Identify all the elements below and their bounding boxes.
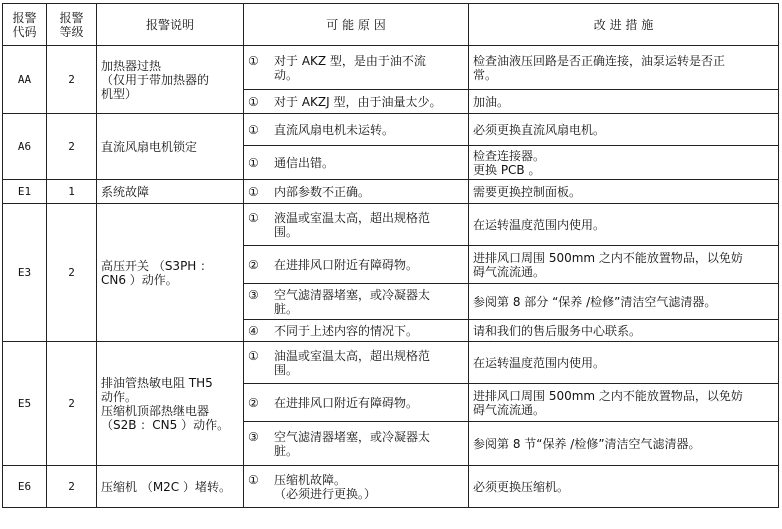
cell-text-line: 排油管热敏电阻 TH5: [101, 375, 213, 390]
table-body: [3, 46, 779, 508]
corrective-action: [469, 180, 779, 204]
possible-cause: [244, 204, 469, 246]
corrective-action: [469, 90, 779, 114]
table-row: [3, 204, 779, 246]
header-desc: 报警说明: [97, 4, 244, 46]
cell-text-line: 空气滤清器堵塞，或冷凝器太: [274, 287, 431, 302]
cell-text-line: 脏。: [274, 443, 299, 458]
cause-content: [248, 473, 464, 501]
corrective-action: [469, 320, 779, 342]
cell-text-line: 围。: [274, 362, 299, 377]
alarm-code: AA: [3, 46, 47, 114]
alarm-level: 2: [47, 204, 97, 342]
alarm-level: 2: [47, 466, 97, 508]
cause-number: ①: [248, 155, 259, 170]
cell-text-line: 碍气流流通。: [473, 264, 546, 279]
alarm-level: 2: [47, 46, 97, 114]
alarm-description: [97, 46, 244, 114]
cause-number: ①: [248, 122, 259, 137]
cell-text-line: CN6 ）动作。: [101, 272, 178, 287]
cause-text: [274, 95, 464, 109]
cell-text-line: 直流风扇电机锁定: [101, 139, 198, 154]
cell-text-line: 脏。: [274, 301, 299, 316]
cause-text: [274, 396, 464, 410]
possible-cause: [244, 180, 469, 204]
cell-text-line: 压缩机顶部热继电器: [101, 403, 210, 418]
cell-text-line: 必须更换压缩机。: [473, 479, 570, 494]
cause-content: [248, 156, 464, 170]
cell-text-line: 常。: [473, 67, 498, 82]
cell-text-line: 液温或室温太高，超出规格范: [274, 210, 431, 225]
alarm-description: [97, 180, 244, 204]
possible-cause: [244, 114, 469, 146]
alarm-table: [2, 3, 779, 508]
possible-cause: [244, 46, 469, 90]
cell-text-line: 进排风口周围 500mm 之内不能放置物品，以免妨: [473, 250, 743, 265]
header-level-line: 报警: [59, 10, 84, 25]
cause-text: [274, 430, 464, 458]
cell-text-line: 在进排风口附近有障碍物。: [274, 257, 419, 272]
cause-content: [248, 54, 464, 82]
cause-text: [274, 211, 464, 239]
corrective-action: [469, 246, 779, 284]
cell-text-line: 请和我们的售后服务中心联系。: [473, 323, 642, 338]
cause-number: ①: [248, 210, 259, 225]
corrective-action: [469, 384, 779, 422]
header-code: [3, 4, 47, 46]
cause-number: ①: [248, 94, 259, 109]
header-row: [3, 4, 779, 46]
cell-text-line: 直流风扇电机未运转。: [274, 122, 395, 137]
cause-text: [274, 349, 464, 377]
table-row: [3, 46, 779, 90]
cell-text-line: 加油。: [473, 94, 510, 109]
cell-text-line: 进排风口周围 500mm 之内不能放置物品，以免妨: [473, 388, 743, 403]
alarm-code: A6: [3, 114, 47, 180]
possible-cause: [244, 246, 469, 284]
alarm-level: 2: [47, 114, 97, 180]
cell-text-line: 检查连接器。: [473, 148, 546, 163]
table-row: [3, 466, 779, 508]
corrective-action: [469, 46, 779, 90]
cause-content: [248, 324, 464, 338]
cell-text-line: 通信出错。: [274, 155, 335, 170]
cause-content: [248, 349, 464, 377]
cell-text-line: 更换 PCB 。: [473, 162, 541, 177]
cell-text-line: 参阅第 8 部分 “保养 /检修”清洁空气滤清器。: [473, 294, 717, 309]
cell-text-line: 不同于上述内容的情况下。: [274, 323, 419, 338]
cause-content: [248, 430, 464, 458]
table-row: [3, 114, 779, 146]
cell-text-line: 机型）: [101, 86, 138, 101]
cell-text-line: 检查油液压回路是否正确连接，油泵运转是否正: [473, 53, 726, 68]
cause-text: [274, 156, 464, 170]
cell-text-line: 压缩机故障。: [274, 472, 347, 487]
corrective-action: [469, 114, 779, 146]
table-row: [3, 180, 779, 204]
possible-cause: [244, 466, 469, 508]
cause-number: ①: [248, 184, 259, 199]
cause-text: [274, 123, 464, 137]
cell-text-line: 在运转温度范围内使用。: [473, 355, 606, 370]
alarm-level: 2: [47, 342, 97, 466]
corrective-action: [469, 146, 779, 180]
alarm-description: [97, 342, 244, 466]
cell-text-line: 必须更换直流风扇电机。: [473, 122, 606, 137]
cause-number: ③: [248, 429, 259, 444]
alarm-level: 1: [47, 180, 97, 204]
alarm-code: E1: [3, 180, 47, 204]
cell-text-line: 内部参数不正确。: [274, 184, 371, 199]
possible-cause: [244, 146, 469, 180]
cause-content: [248, 258, 464, 272]
alarm-code: E3: [3, 204, 47, 342]
cell-text-line: 在进排风口附近有障碍物。: [274, 395, 419, 410]
cause-number: ①: [248, 348, 259, 363]
cell-text-line: 参阅第 8 节“保养 /检修”清洁空气滤清器。: [473, 436, 701, 451]
cause-content: [248, 396, 464, 410]
corrective-action: [469, 422, 779, 466]
header-fix: 改 进 措 施: [469, 4, 779, 46]
cause-number: ④: [248, 323, 259, 338]
cell-text-line: （仅用于带加热器的: [101, 72, 210, 87]
cause-text: [274, 54, 464, 82]
cause-number: ①: [248, 53, 259, 68]
cell-text-line: 高压开关 （S3PH ：: [101, 258, 213, 273]
cell-text-line: 空气滤清器堵塞，或冷凝器太: [274, 429, 431, 444]
cell-text-line: （S2B ：CN5 ）动作。: [101, 417, 230, 432]
header-level-line: 等级: [59, 24, 84, 39]
possible-cause: [244, 320, 469, 342]
corrective-action: [469, 342, 779, 384]
cause-text: [274, 288, 464, 316]
cause-content: [248, 211, 464, 239]
cell-text-line: 需要更换控制面板。: [473, 184, 582, 199]
cell-text-line: 压缩机 （M2C ）堵转。: [101, 479, 231, 494]
table-row: [3, 342, 779, 384]
cause-number: ③: [248, 287, 259, 302]
cause-text: [274, 185, 464, 199]
possible-cause: [244, 284, 469, 320]
header-level: [47, 4, 97, 46]
alarm-description: [97, 204, 244, 342]
cell-text-line: 围。: [274, 224, 299, 239]
header-code-line: 代码: [12, 24, 37, 39]
cause-text: [274, 324, 464, 338]
cause-number: ②: [248, 257, 259, 272]
header-code-line: 报警: [12, 10, 37, 25]
cause-content: [248, 123, 464, 137]
alarm-code: E5: [3, 342, 47, 466]
possible-cause: [244, 90, 469, 114]
header-cause: 可 能 原 因: [244, 4, 469, 46]
corrective-action: [469, 284, 779, 320]
cause-content: [248, 288, 464, 316]
cell-text-line: 在运转温度范围内使用。: [473, 217, 606, 232]
cell-text-line: 对于 AKZJ 型，由于油量太少。: [274, 94, 442, 109]
alarm-description: [97, 114, 244, 180]
cell-text-line: 系统故障: [101, 184, 150, 199]
cause-number: ①: [248, 472, 259, 487]
cause-text: [274, 258, 464, 272]
possible-cause: [244, 384, 469, 422]
cause-content: [248, 95, 464, 109]
corrective-action: [469, 466, 779, 508]
possible-cause: [244, 342, 469, 384]
cell-text-line: 碍气流流通。: [473, 402, 546, 417]
cell-text-line: 对于 AKZ 型，是由于油不流: [274, 53, 426, 68]
cell-text-line: 动作。: [101, 389, 138, 404]
cell-text-line: 动。: [274, 67, 299, 82]
cell-text-line: （必须进行更换。）: [274, 486, 377, 501]
cause-text: [274, 473, 464, 501]
cause-number: ②: [248, 395, 259, 410]
corrective-action: [469, 204, 779, 246]
cell-text-line: 油温或室温太高，超出规格范: [274, 348, 431, 363]
alarm-code: E6: [3, 466, 47, 508]
possible-cause: [244, 422, 469, 466]
alarm-description: [97, 466, 244, 508]
cell-text-line: 加热器过热: [101, 58, 162, 73]
cause-content: [248, 185, 464, 199]
